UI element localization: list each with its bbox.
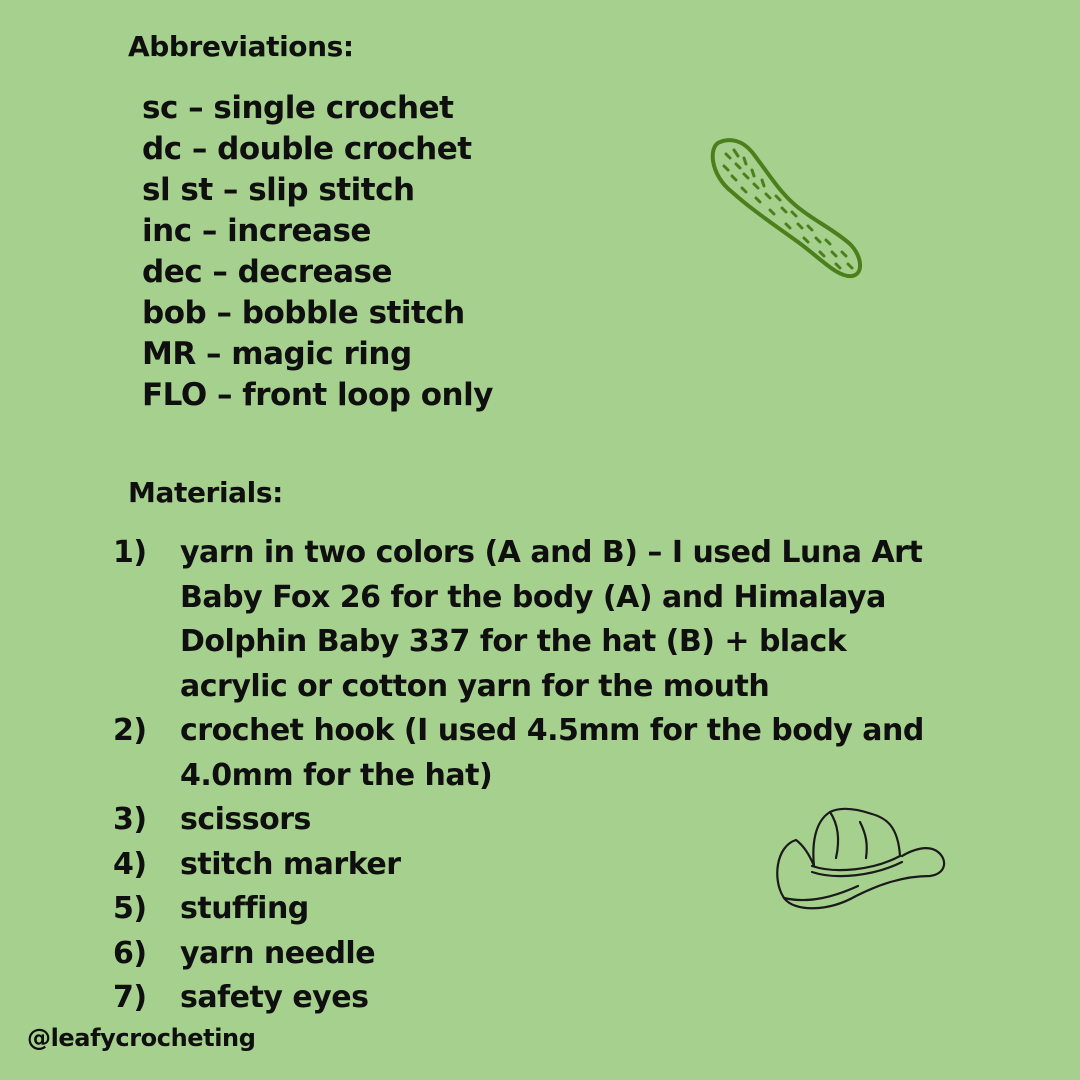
author-handle: @leafycrocheting — [27, 1024, 256, 1052]
material-number: 5) — [113, 891, 147, 926]
material-number: 4) — [113, 846, 147, 882]
material-item — [113, 932, 963, 977]
material-item — [113, 976, 963, 1021]
material-text: yarn needle — [180, 935, 376, 971]
material-number: 7) — [113, 980, 147, 1015]
material-text: stuffing — [180, 891, 309, 926]
abbreviations-list — [142, 88, 493, 416]
abbreviation-item: bob – bobble stitch — [142, 295, 465, 331]
abbreviation-item: MR – magic ring — [142, 336, 412, 372]
materials-heading: Materials: — [128, 476, 283, 509]
material-text: crochet hook (I used 4.5mm for the body and 4.0mm for the hat) — [180, 713, 924, 793]
material-number: 2) — [113, 713, 147, 748]
material-text: stitch marker — [180, 846, 401, 882]
abbreviation-item: FLO – front loop only — [142, 377, 493, 413]
material-number: 1) — [113, 535, 147, 570]
material-number: 3) — [113, 802, 147, 837]
material-number: 6) — [113, 935, 147, 971]
material-item — [113, 531, 963, 709]
material-text: safety eyes — [180, 980, 369, 1015]
material-text: scissors — [180, 802, 311, 837]
abbreviation-item: sc – single crochet — [142, 90, 454, 126]
pickle-icon — [700, 130, 870, 290]
abbreviation-item: dc – double crochet — [142, 131, 472, 167]
material-item — [113, 709, 963, 798]
abbreviation-item: dec – decrease — [142, 254, 392, 290]
abbreviations-heading: Abbreviations: — [128, 30, 354, 63]
abbreviation-item: sl st – slip stitch — [142, 172, 415, 208]
material-text: yarn in two colors (A and B) – I used Luna Art Baby Fox 26 for the body (A) and Himalaya Dolphin Baby 337 for the hat (B) + black acrylic or cotton yarn for the mouth — [180, 535, 923, 704]
abbreviation-item: inc – increase — [142, 213, 371, 249]
cowboy-hat-icon — [770, 800, 950, 920]
materials-list — [113, 531, 963, 1021]
